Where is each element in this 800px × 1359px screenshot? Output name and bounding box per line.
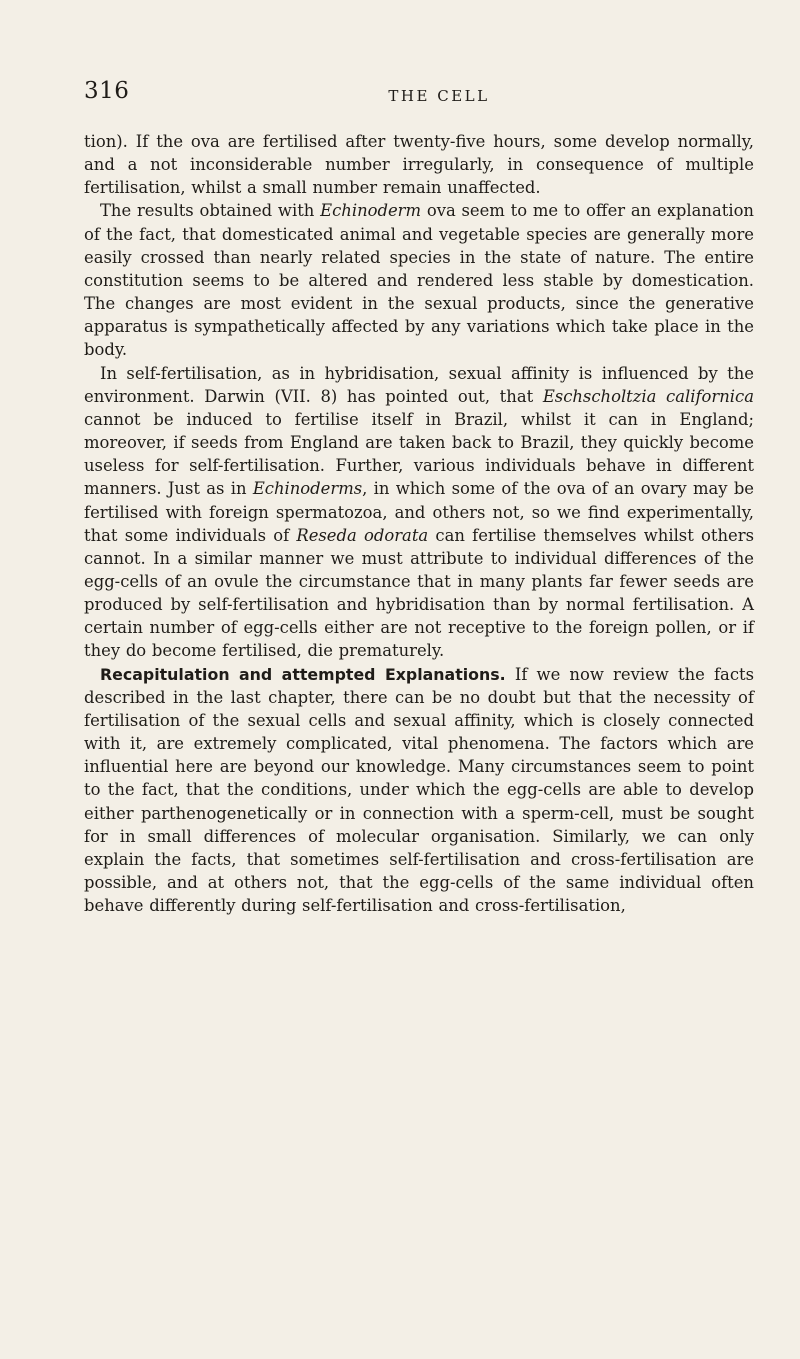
paragraph-continuation: tion). If the ova are fertilised after twenty-five hours, some develop normally, and a not inconsiderable number irregularly, in consequence of multiple fertilisation, whilst a small number remain unaffected. (84, 132, 754, 198)
section-heading: Recapitulation and attempted Explanations. (100, 664, 506, 684)
taxon-reseda: Reseda odorata (296, 525, 429, 545)
page-header (84, 78, 754, 108)
paragraph-recapitulation: Recapitulation and attempted Explanations. If we now review the facts described in the last chapter, there can be no doubt but that the necessity of fertilisation of the sexual cells and sexual affinity, which is closely connected with it, are extremely complicated, vital phenomena. The factors which are influential here are beyond our knowledge. Many circumstances seem to point to the fact, that the conditions, under which the egg-cells are able to develop either parthenogenetically or in connection with a sperm-cell, must be sought for in small differences of molecular organisation. Similarly, we can only explain the facts, that sometimes self-fertilisation and cross-fertilisation are possible, and at others not, that the egg-cells of the same individual often behave differently during self-fertilisation and cross-fertilisation, (84, 664, 754, 916)
taxon-eschscholtzia: Eschscholtzia californica (542, 386, 754, 406)
page-number: 316 (84, 78, 130, 104)
body-text (84, 130, 754, 917)
paragraph-self-fertilisation: In self-fertilisation, as in hybridisation, sexual affinity is influenced by the environment. Darwin (VII. 8) has pointed out, that Eschscholtzia californica cannot be induced to fertilise itself in Brazil, whilst it can in England; moreover, if seeds from England are taken back to Brazil, they quickly become useless for self-fertilisation. Further, various individuals behave in different manners. Just as in Echinoderms, in which some of the ova of an ovary may be fertilised with foreign spermatozoa, and others not, so we find experimentally, that some individuals of Reseda odorata can fertilise themselves whilst others cannot. In a similar manner we must attribute to individual differences of the egg-cells of an ovule the circumstance that in many plants far fewer seeds are produced by self-fertilisation and hybridisation than by normal fertilisation. A certain number of egg-cells either are not receptive to the foreign pollen, or if they do become fertilised, die prematurely. (84, 363, 755, 661)
running-title: THE CELL (388, 87, 490, 105)
taxon-echinoderms: Echinoderms (252, 479, 363, 499)
paragraph-echinoderm-domestication: The results obtained with Echinoderm ova seem to me to offer an explanation of the fact, that domesticated animal and vegetable species are generally more easily crossed than nearly related species in the state of nature. The entire constitution seems to be altered and rendered less stable by domestication. The changes are most evident in the sexual products, since the generative apparatus is sympathetically affected by any variations which take place in the body. (84, 201, 754, 360)
taxon-echinoderm: Echinoderm (320, 201, 422, 221)
